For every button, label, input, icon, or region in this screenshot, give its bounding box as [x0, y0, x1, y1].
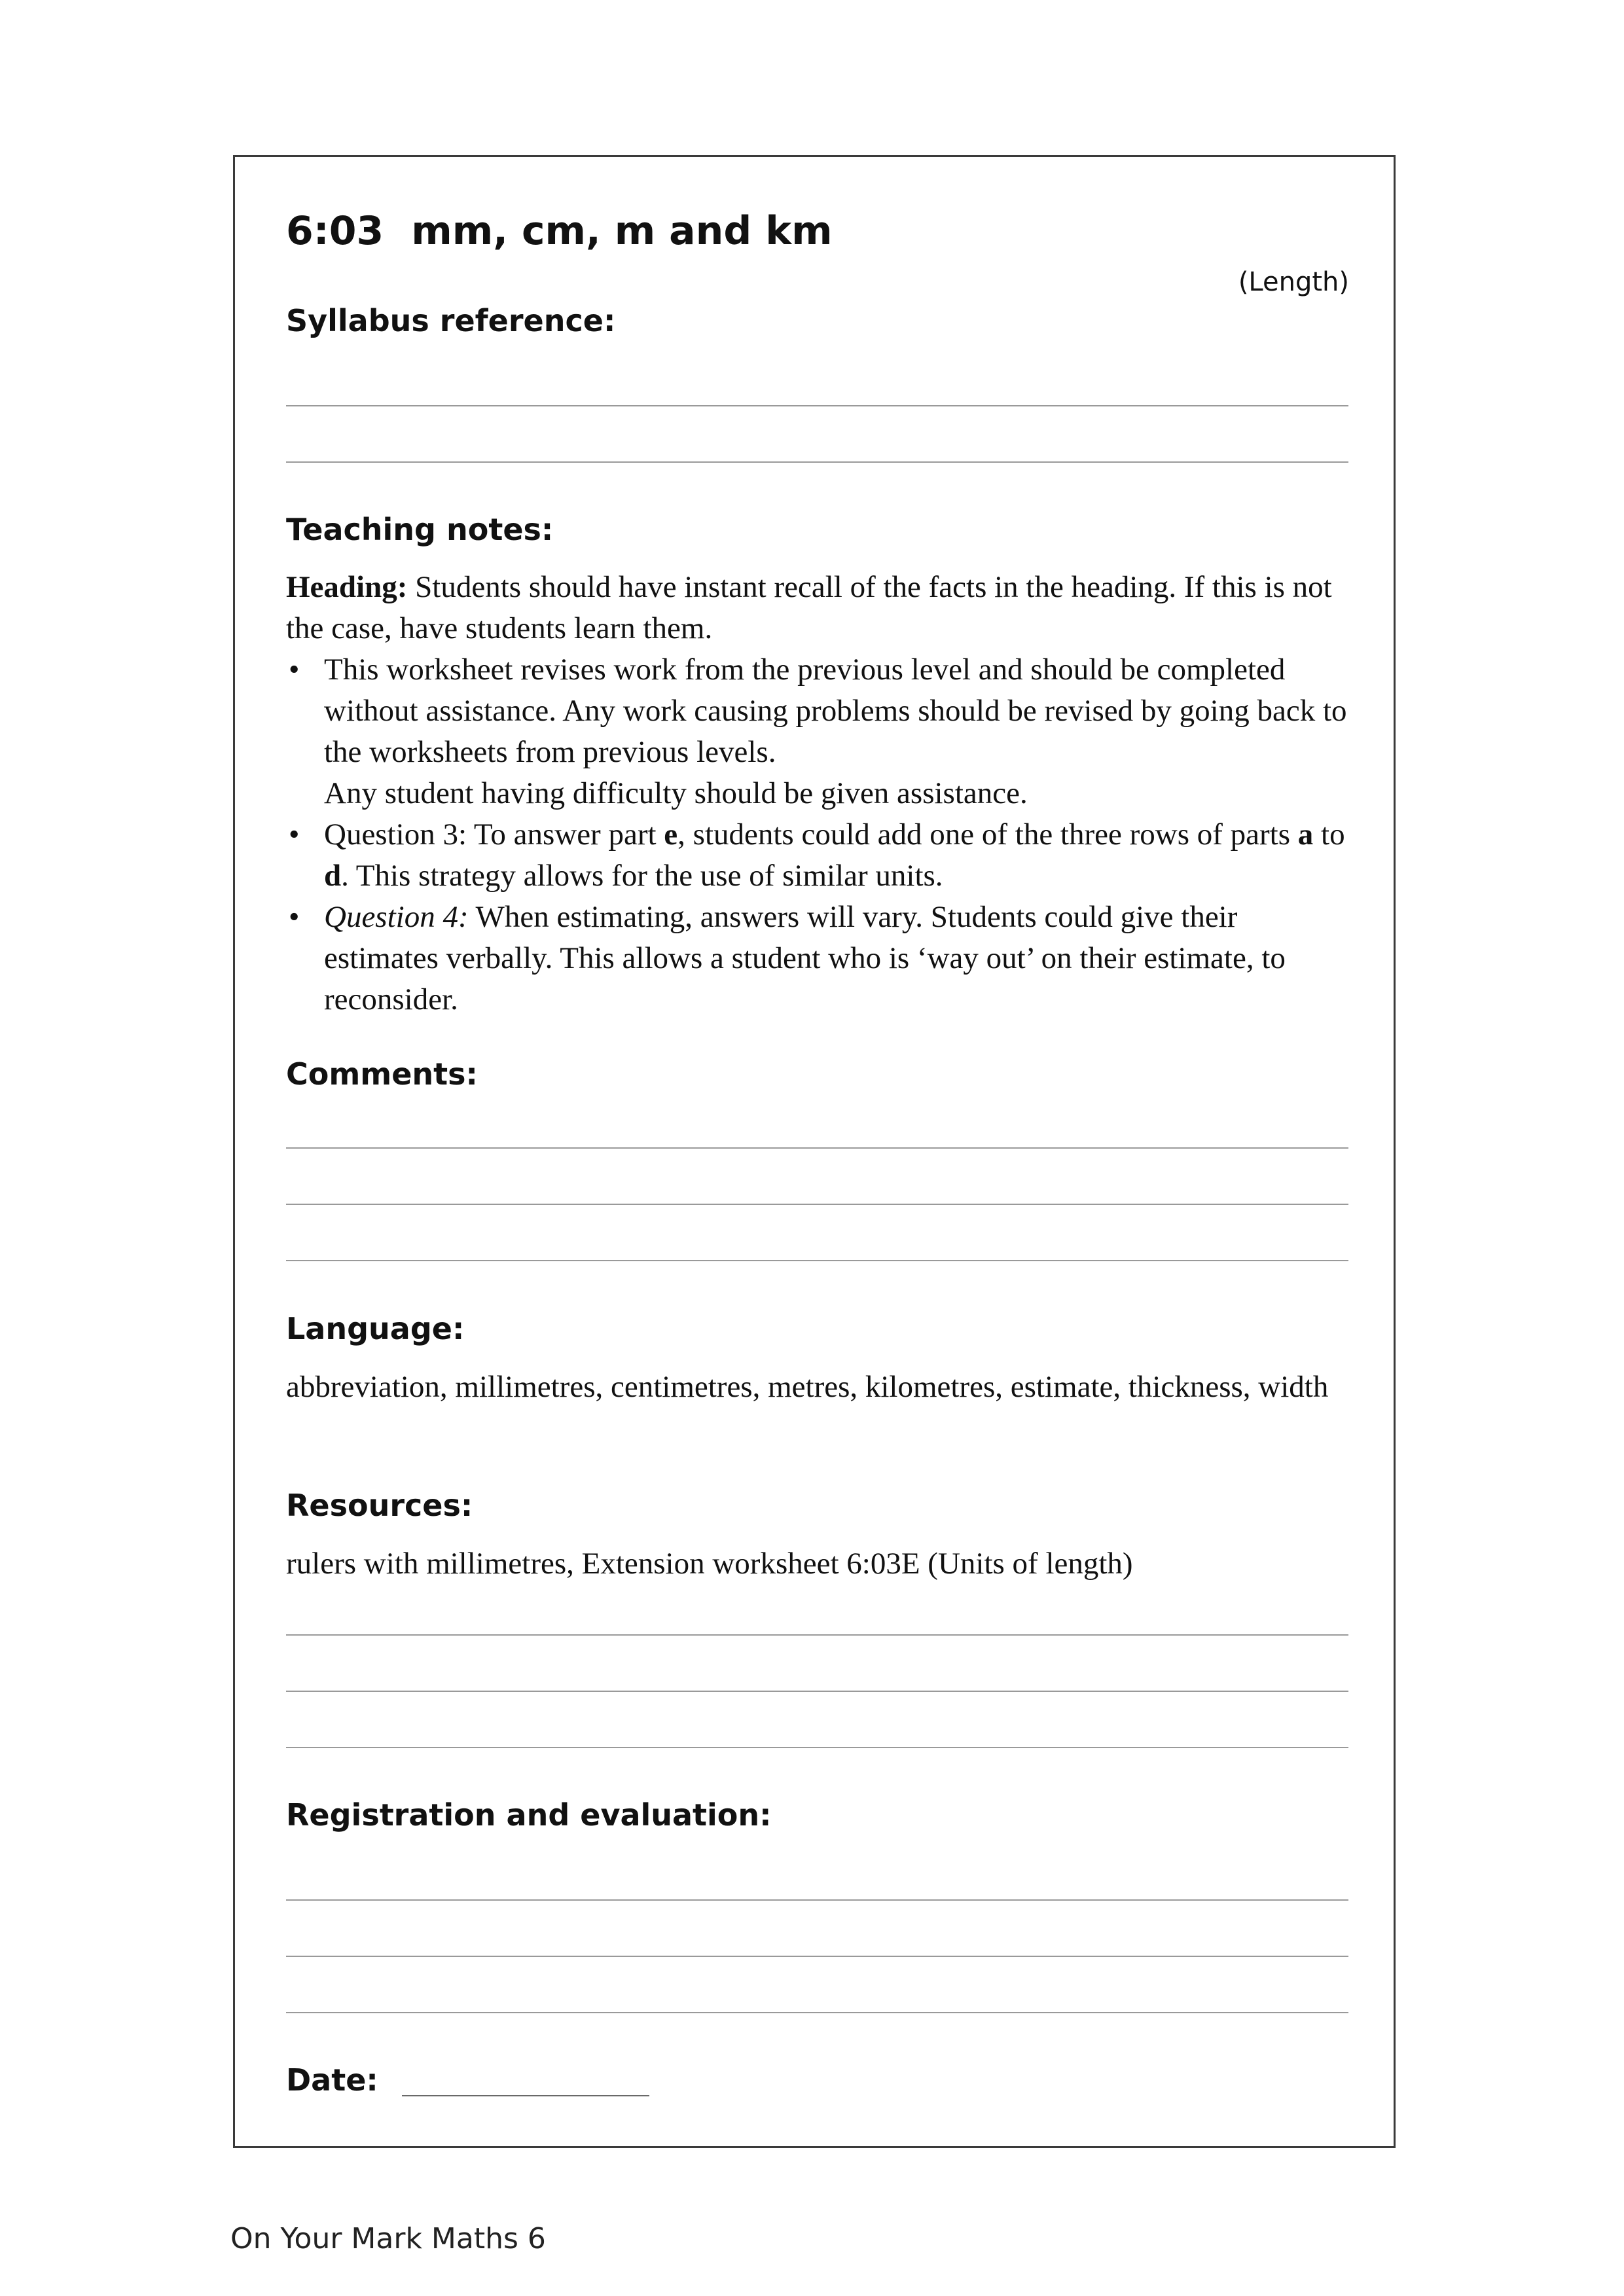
- bullet-3-label: Question 4:: [324, 900, 469, 934]
- bullet-1-continuation: Any student having difficulty should be given assistance.: [324, 776, 1028, 810]
- syllabus-line-2[interactable]: [286, 461, 1348, 463]
- worksheet-number: 6:03: [286, 208, 384, 254]
- registration-line-1[interactable]: [286, 1899, 1348, 1901]
- teaching-notes-body: [286, 567, 1348, 1020]
- date-label: Date:: [286, 2062, 378, 2098]
- comments-heading: Comments:: [286, 1056, 478, 1092]
- bullet-2-part-e: e: [664, 817, 678, 852]
- worksheet-topic: mm, cm, m and km: [411, 208, 833, 254]
- teaching-notes-list: [286, 649, 1348, 1020]
- date-field[interactable]: [402, 2095, 649, 2096]
- comments-line-3[interactable]: [286, 1260, 1348, 1261]
- worksheet-frame: [233, 155, 1396, 2148]
- teaching-notes-heading: Teaching notes:: [286, 512, 554, 547]
- list-item: [286, 897, 1348, 1020]
- list-item: [286, 814, 1348, 897]
- syllabus-line-1[interactable]: [286, 405, 1348, 406]
- bullet-2-text-b: , students could add one of the three rows of parts: [677, 817, 1298, 852]
- language-text: abbreviation, millimetres, centimetres, metres, kilometres, estimate, thickness, width: [286, 1370, 1329, 1404]
- bullet-2-text-a: Question 3: To answer part: [324, 817, 664, 852]
- bullet-2-to: to: [1313, 817, 1345, 852]
- footer-publication: On Your Mark Maths 6: [230, 2222, 546, 2255]
- language-heading: Language:: [286, 1311, 465, 1346]
- syllabus-reference-heading: Syllabus reference:: [286, 303, 616, 338]
- bullet-3-text: When estimating, answers will vary. Students could give their estimates verbally. This allows a student who is ‘way out’ on their estimate, to reconsider.: [324, 900, 1286, 1016]
- registration-line-3[interactable]: [286, 2012, 1348, 2013]
- heading-note: [286, 567, 1348, 649]
- bullet-icon: •: [289, 900, 300, 934]
- bullet-2-part-d: d: [324, 859, 342, 893]
- resources-heading: Resources:: [286, 1488, 473, 1523]
- bullet-icon: •: [289, 817, 300, 852]
- resources-line-3[interactable]: [286, 1747, 1348, 1748]
- resources-line-2[interactable]: [286, 1691, 1348, 1692]
- strand-label: (Length): [1238, 267, 1349, 297]
- comments-line-2[interactable]: [286, 1204, 1348, 1205]
- comments-line-1[interactable]: [286, 1147, 1348, 1149]
- heading-note-label: Heading:: [286, 570, 408, 604]
- resources-text: rulers with millimetres, Extension worksheet 6:03E (Units of length): [286, 1547, 1133, 1581]
- bullet-2-text-c: . This strategy allows for the use of similar units.: [341, 859, 943, 893]
- bullet-icon: •: [289, 653, 300, 687]
- registration-heading: Registration and evaluation:: [286, 1797, 772, 1833]
- resources-line-1[interactable]: [286, 1634, 1348, 1636]
- worksheet-title: [286, 208, 833, 254]
- list-item: [286, 649, 1348, 814]
- registration-line-2[interactable]: [286, 1956, 1348, 1957]
- heading-note-text: Students should have instant recall of the facts in the heading. If this is not the case, have students learn them.: [286, 570, 1332, 645]
- bullet-1-text: This worksheet revises work from the previous level and should be completed without assistance. Any work causing problems should be revised by going back to the worksheets from previous levels.: [324, 653, 1347, 769]
- bullet-2-part-a: a: [1297, 817, 1314, 852]
